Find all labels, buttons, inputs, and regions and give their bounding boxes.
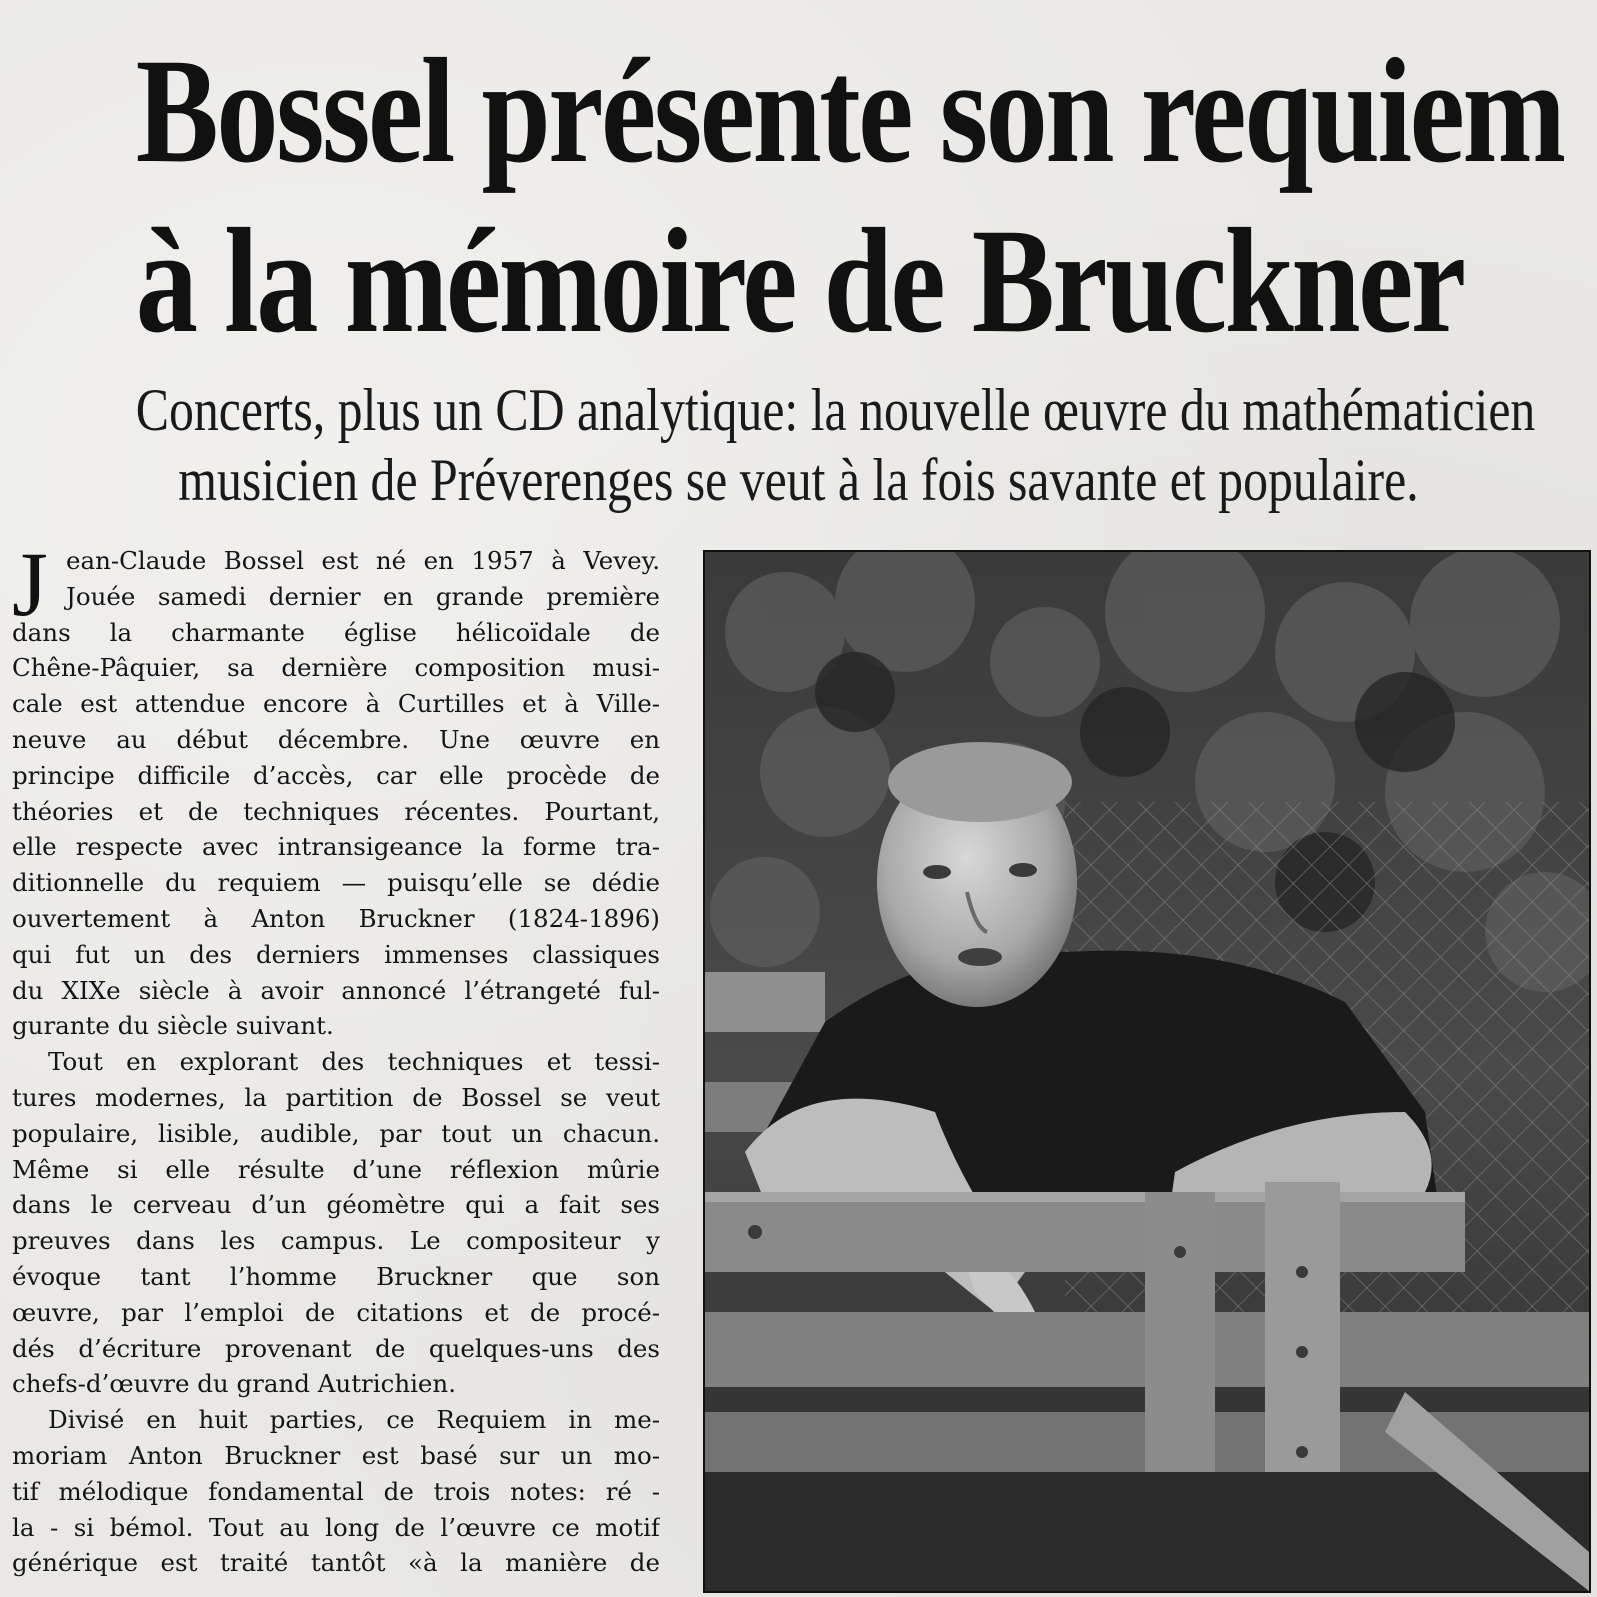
portrait-photo [703, 550, 1591, 1593]
article-line: elle respecte avec intransigeance la forme tra- [12, 832, 660, 862]
drop-cap: J [12, 543, 48, 635]
article-line: ditionnelle du requiem — puisqu’elle se dédie [12, 868, 660, 898]
article-line: théories et de techniques récentes. Pourtant, [12, 796, 660, 826]
article-line: générique est traité tantôt «à la manière de [12, 1548, 660, 1578]
deck-line-2: musicien de Préverenges se veut à la fois savante et populaire. [178, 447, 1419, 513]
article-line: dans le cerveau d’un géomètre qui a fait ses [12, 1190, 660, 1220]
article-line: dans la charmante église hélicoïdale de [12, 617, 660, 647]
article-line: ouvertement à Anton Bruckner (1824-1896) [12, 903, 660, 933]
article-line: la - si bémol. Tout au long de l’œuvre ce motif [12, 1512, 660, 1542]
article-line: chefs-d’œuvre du grand Autrichien. [12, 1369, 457, 1399]
article-line: populaire, lisible, audible, par tout un chacun. [12, 1118, 660, 1148]
headline-line-2: à la mémoire de Bruckner [135, 198, 1464, 364]
article-line: moriam Anton Bruckner est basé sur un mo- [12, 1440, 660, 1470]
article-line: tif mélodique fondamental de trois notes: ré - [12, 1476, 660, 1506]
article-line: gurante du siècle suivant. [12, 1011, 334, 1041]
photo-portrait-icon [705, 552, 1589, 1591]
article-line: Chêne-Pâquier, sa dernière composition musi- [12, 653, 660, 683]
article-line: Tout en explorant des techniques et tessi- [48, 1047, 660, 1077]
article-line: principe difficile d’accès, car elle procède de [12, 760, 660, 790]
article-line: du XIXe siècle à avoir annoncé l’étrangeté ful- [12, 975, 660, 1005]
article-line: Même si elle résulte d’une réflexion mûrie [12, 1154, 660, 1184]
article-line: ean-Claude Bossel est né en 1957 à Vevey. [66, 546, 660, 575]
article-line: qui fut un des derniers immenses classiques [12, 939, 660, 969]
article-column [12, 543, 660, 1597]
article-line: évoque tant l’homme Bruckner que son [12, 1261, 660, 1291]
article-line: cale est attendue encore à Curtilles et à Ville- [12, 689, 660, 719]
article-line: preuves dans les campus. Le compositeur y [12, 1226, 660, 1256]
article-line: dés d’écriture provenant de quelques-uns des [12, 1333, 660, 1363]
article-line: œuvre, par l’emploi de citations et de procé- [12, 1297, 660, 1327]
article-line: Jouée samedi dernier en grande première [66, 581, 660, 611]
headline-line-1: Bossel présente son requiem [135, 28, 1564, 194]
article-line: neuve au début décembre. Une œuvre en [12, 724, 660, 754]
article-line: tures modernes, la partition de Bossel se veut [12, 1082, 660, 1112]
article-line: Divisé en huit parties, ce Requiem in me- [48, 1405, 660, 1435]
deck-line-1: Concerts, plus un CD analytique: la nouvelle œuvre du mathématicien [135, 377, 1536, 443]
